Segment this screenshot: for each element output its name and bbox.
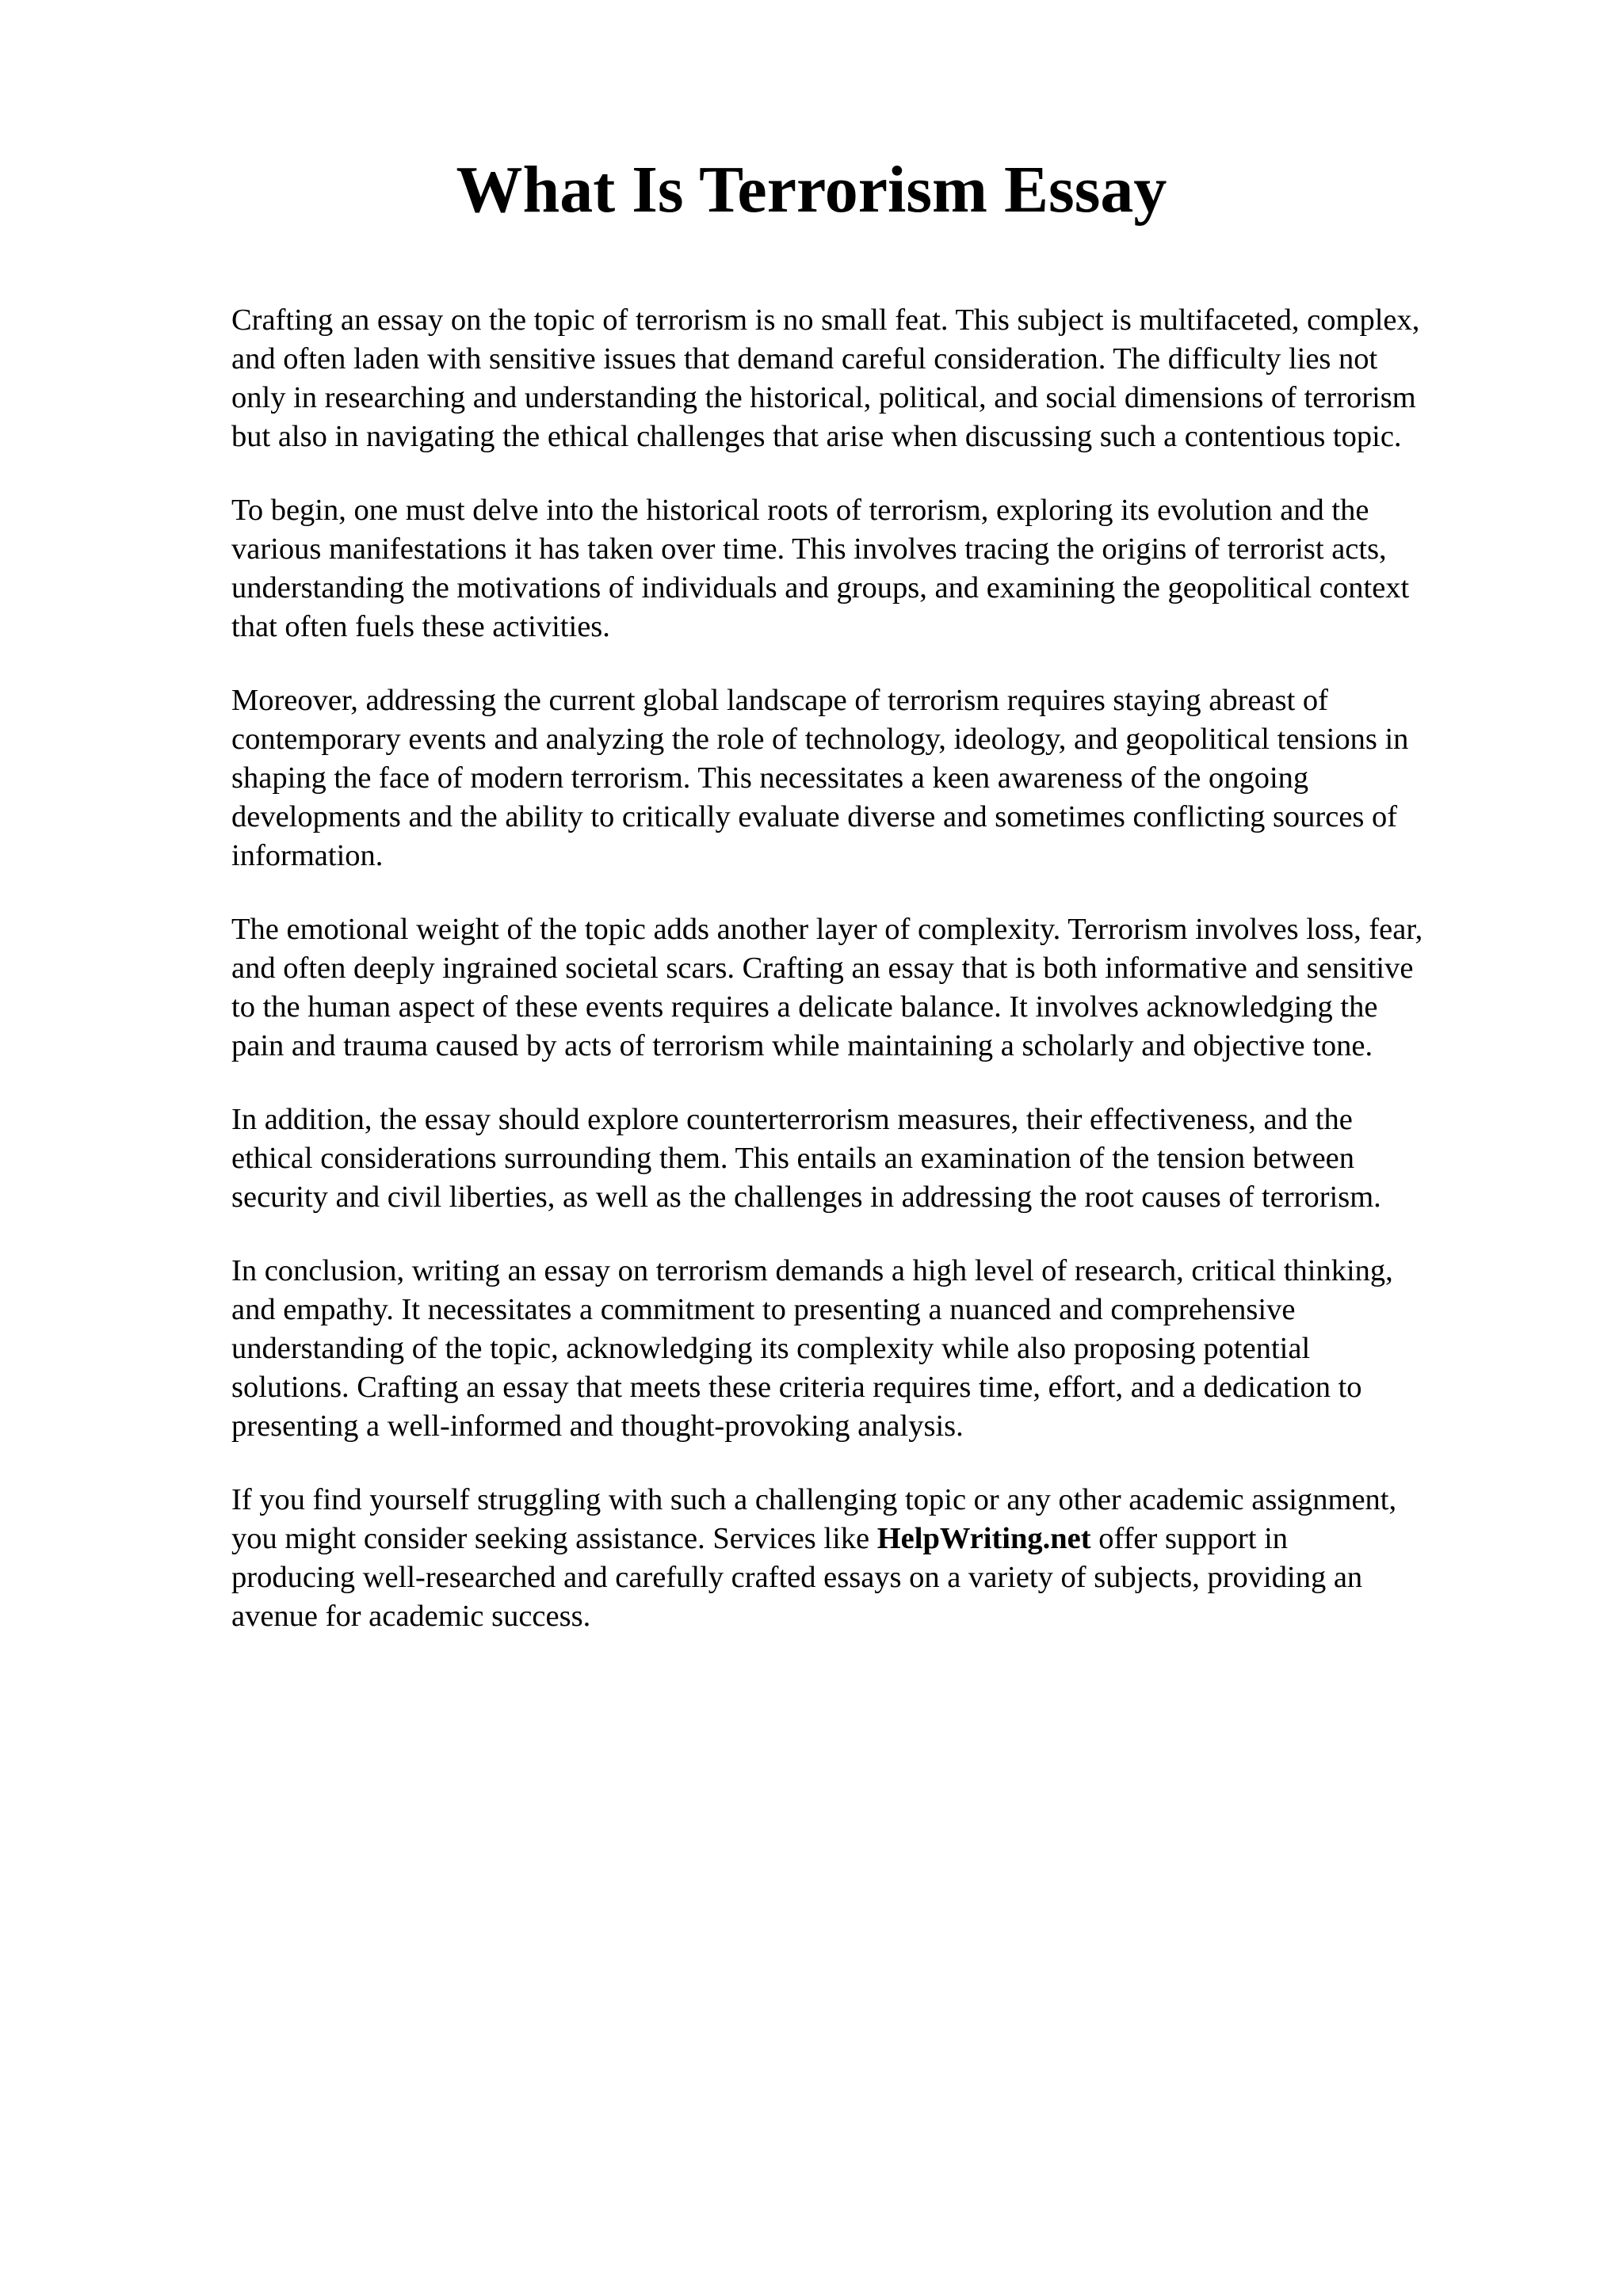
paragraph-counterterrorism (231, 1100, 1519, 1217)
text-line: Moreover, addressing the current global landscape of terrorism requires staying abreast of (231, 684, 1328, 717)
text-line: to the human aspect of these events requires a delicate balance. It involves acknowledging the (231, 990, 1378, 1024)
document-body (231, 301, 1519, 1671)
text-line: To begin, one must delve into the historical roots of terrorism, exploring its evolution and the (231, 494, 1369, 527)
text-line: contemporary events and analyzing the role of technology, ideology, and geopolitical tensions in (231, 723, 1409, 756)
paragraph-intro (231, 301, 1519, 456)
text-line: If you find yourself struggling with such a challenging topic or any other academic assignment, (231, 1483, 1397, 1516)
text-line: information. (231, 839, 384, 872)
text-line: only in researching and understanding the historical, political, and social dimensions of terrorism (231, 381, 1416, 414)
text-line: ethical considerations surrounding them. This entails an examination of the tension between (231, 1142, 1355, 1175)
helpwriting-link[interactable]: HelpWriting.net (876, 1522, 1091, 1555)
text-line: avenue for academic success. (231, 1600, 591, 1633)
text-line: The emotional weight of the topic adds another layer of complexity. Terrorism involves loss, fear, (231, 913, 1423, 946)
text-line: In addition, the essay should explore counterterrorism measures, their effectiveness, and the (231, 1103, 1353, 1136)
paragraph-emotional-weight (231, 910, 1519, 1066)
text-line: producing well-researched and carefully crafted essays on a variety of subjects, providing an (231, 1561, 1363, 1594)
text-line: Crafting an essay on the topic of terrorism is no small feat. This subject is multifaceted, complex, (231, 303, 1420, 337)
text-line: that often fuels these activities. (231, 610, 610, 643)
text-line: understanding of the topic, acknowledging its complexity while also proposing potential (231, 1332, 1311, 1365)
text-line: In conclusion, writing an essay on terrorism demands a high level of research, critical thinking, (231, 1254, 1393, 1287)
text-line: solutions. Crafting an essay that meets these criteria requires time, effort, and a dedication to (231, 1371, 1362, 1404)
text-line: but also in navigating the ethical challenges that arise when discussing such a contentious topic. (231, 420, 1402, 453)
text-line: and often laden with sensitive issues that demand careful consideration. The difficulty lies not (231, 342, 1378, 376)
paragraph-historical-roots (231, 491, 1519, 646)
text-line: pain and trauma caused by acts of terrorism while maintaining a scholarly and objective tone. (231, 1029, 1373, 1062)
text-line: understanding the motivations of individuals and groups, and examining the geopolitical context (231, 571, 1410, 605)
text-segment: you might consider seeking assistance. Services like (231, 1522, 877, 1555)
text-line: and empathy. It necessitates a commitment to presenting a nuanced and comprehensive (231, 1293, 1296, 1326)
text-line: shaping the face of modern terrorism. This necessitates a keen awareness of the ongoing (231, 761, 1309, 795)
paragraph-conclusion (231, 1252, 1519, 1446)
text-segment: offer support in (1090, 1522, 1289, 1555)
text-line: presenting a well-informed and thought-provoking analysis. (231, 1409, 964, 1443)
paragraph-global-landscape (231, 681, 1519, 875)
text-line: and often deeply ingrained societal scars. Crafting an essay that is both informative and sensitive (231, 952, 1414, 985)
text-line: security and civil liberties, as well as the challenges in addressing the root causes of terrorism. (231, 1180, 1381, 1214)
paragraph-assistance (231, 1481, 1519, 1636)
text-line-with-link (231, 1520, 1519, 1558)
text-line: developments and the ability to critically evaluate diverse and sometimes conflicting sources of (231, 800, 1398, 833)
document-title: What Is Terrorism Essay (456, 153, 1167, 227)
text-line: various manifestations it has taken over time. This involves tracing the origins of terrorist acts, (231, 532, 1387, 566)
